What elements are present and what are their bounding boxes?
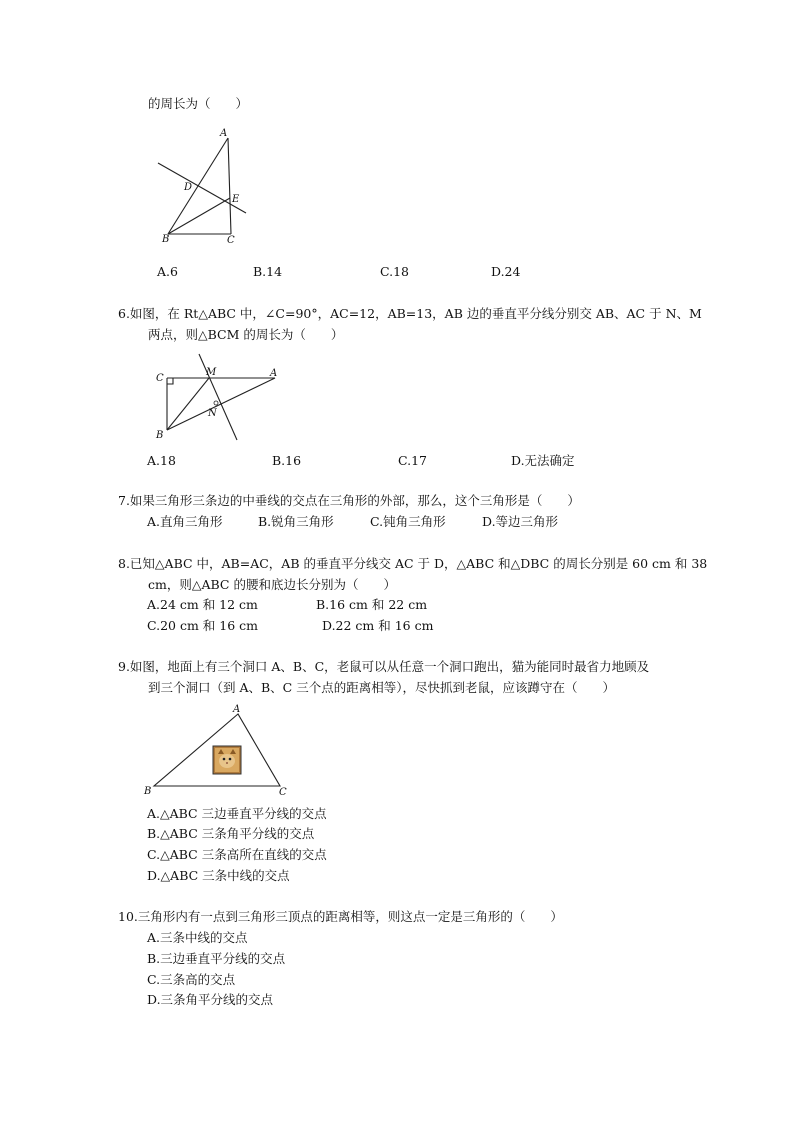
q9-figure — [140, 700, 300, 800]
q5-option-a: A.6 — [157, 264, 178, 279]
q5-segment-be — [168, 198, 230, 234]
q9-option-b: B.△ABC 三条角平分线的交点 — [147, 826, 315, 841]
q5-label-d: D — [184, 182, 193, 193]
q9-option-c: C.△ABC 三条高所在直线的交点 — [147, 847, 327, 862]
q10-stem: 10.三角形内有一点到三角形三顶点的距离相等，则这点一定是三角形的（ ） — [118, 909, 563, 924]
q5-side-ac — [228, 138, 231, 234]
q5-perpendicular-bisector — [158, 163, 246, 213]
q9-option-a: A.△ABC 三边垂直平分线的交点 — [147, 806, 327, 821]
q8-option-d: D.22 cm 和 16 cm — [322, 618, 434, 633]
q6-label-c: C — [156, 373, 164, 384]
q6-label-m: M — [206, 367, 217, 378]
q5-label-b: B — [162, 234, 170, 245]
q5-option-d: D.24 — [491, 264, 521, 279]
q6-option-d: D.无法确定 — [511, 453, 575, 468]
q5-label-c: C — [227, 235, 235, 246]
q9-label-c: C — [279, 787, 287, 798]
q8-stem-line2: cm，则△ABC 的腰和底边长分别为（ ） — [148, 577, 396, 592]
q6-label-a: A — [270, 368, 278, 379]
q6-perpendicular-bisector — [199, 354, 237, 440]
q7-option-c: C.钝角三角形 — [370, 514, 446, 529]
q6-segment-bm — [167, 378, 209, 430]
q5-label-e: E — [232, 194, 240, 205]
q5-option-b: B.14 — [253, 264, 283, 279]
q9-option-d: D.△ABC 三条中线的交点 — [147, 868, 290, 883]
q9-stem-line1: 9.如图，地面上有三个洞口 A、B、C，老鼠可以从任意一个洞口跑出，猫为能同时最省力地顾及 — [118, 659, 650, 674]
q5-label-a: A — [220, 128, 228, 139]
q7-option-b: B.锐角三角形 — [258, 514, 334, 529]
q8-stem-line1: 8.已知△ABC 中，AB=AC，AB 的垂直平分线交 AC 于 D，△ABC 和△DBC 的周长分别是 60 cm 和 38 — [118, 556, 708, 571]
q5-stem: 的周长为（ ） — [148, 96, 249, 111]
q7-option-d: D.等边三角形 — [482, 514, 559, 529]
q8-option-b: B.16 cm 和 22 cm — [316, 597, 428, 612]
q5-figure — [150, 126, 250, 246]
q10-option-c: C.三条高的交点 — [147, 972, 236, 987]
q6-stem-line2: 两点，则△BCM 的周长为（ ） — [148, 327, 344, 342]
q7-option-a: A.直角三角形 — [147, 514, 223, 529]
q6-right-angle-mark — [167, 378, 173, 384]
q9-stem-line2: 到三个洞口（到 A、B、C 三个点的距离相等），尽快抓到老鼠，应该蹲守在（ ） — [148, 680, 615, 695]
q6-stem-line1: 6.如图，在 Rt△ABC 中，∠C=90°，AC=12，AB=13，AB 边的垂直平分线分别交 AB、AC 于 N、M — [118, 306, 702, 321]
q6-option-a: A.18 — [147, 453, 176, 468]
cat-image — [213, 746, 241, 774]
q8-option-a: A.24 cm 和 12 cm — [147, 597, 258, 612]
q6-figure — [150, 348, 290, 446]
q6-label-n: N — [208, 408, 217, 419]
q9-label-a: A — [233, 704, 241, 715]
q9-label-b: B — [144, 786, 152, 797]
q10-option-d: D.三条角平分线的交点 — [147, 992, 274, 1007]
q5-option-c: C.18 — [380, 264, 409, 279]
q6-point-n-mark — [214, 401, 218, 405]
q7-stem: 7.如果三角形三条边的中垂线的交点在三角形的外部，那么，这个三角形是（ ） — [118, 493, 580, 508]
q6-option-c: C.17 — [398, 453, 427, 468]
q6-label-b: B — [156, 430, 164, 441]
q10-option-a: A.三条中线的交点 — [147, 930, 248, 945]
q6-option-b: B.16 — [272, 453, 302, 468]
q8-option-c: C.20 cm 和 16 cm — [147, 618, 259, 633]
q10-option-b: B.三边垂直平分线的交点 — [147, 951, 286, 966]
